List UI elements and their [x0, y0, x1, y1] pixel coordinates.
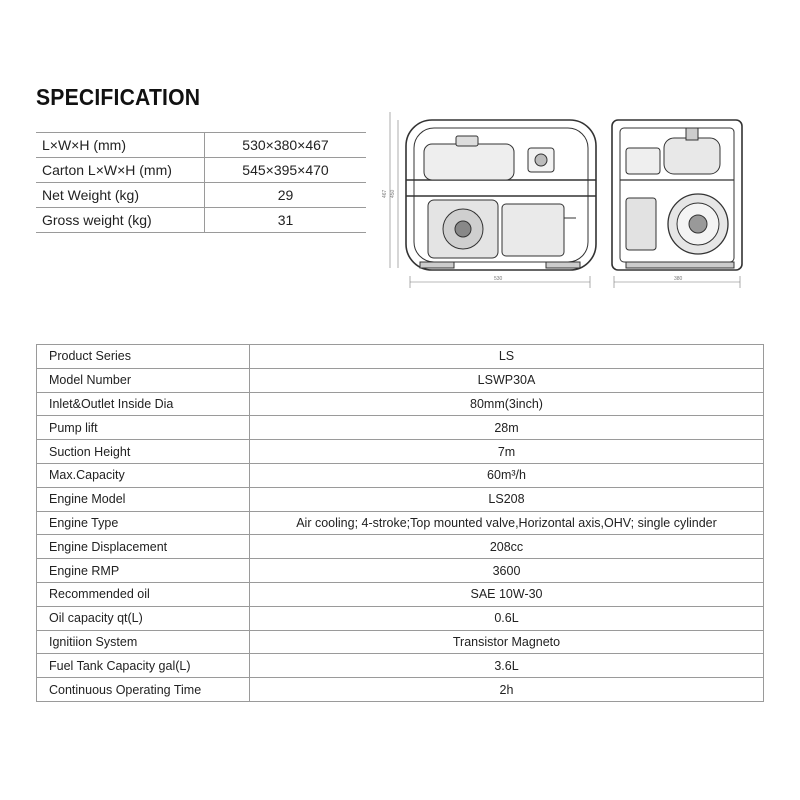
front-height-label: 467: [382, 189, 388, 198]
table-row: [37, 345, 764, 369]
spec-label: Ignitiion System: [37, 630, 250, 654]
table-row: [37, 678, 764, 702]
table-row: [37, 368, 764, 392]
table-row: [37, 416, 764, 440]
spec-label: Pump lift: [37, 416, 250, 440]
dimension-value: 29: [205, 183, 367, 208]
dimension-label: Net Weight (kg): [36, 183, 205, 208]
dimension-value: 530×380×467: [205, 133, 367, 158]
spec-label: Fuel Tank Capacity gal(L): [37, 654, 250, 678]
spec-label: Product Series: [37, 345, 250, 369]
table-row: [37, 463, 764, 487]
spec-value: LSWP30A: [250, 368, 764, 392]
spec-value: 2h: [250, 678, 764, 702]
table-row: [36, 158, 366, 183]
table-row: [36, 208, 366, 233]
dimension-label: L×W×H (mm): [36, 133, 205, 158]
spec-value: 3.6L: [250, 654, 764, 678]
table-row: [37, 630, 764, 654]
spec-table: [36, 344, 764, 702]
table-row: [37, 487, 764, 511]
spec-label: Continuous Operating Time: [37, 678, 250, 702]
dimension-value: 545×395×470: [205, 158, 367, 183]
dimension-label: Gross weight (kg): [36, 208, 205, 233]
spec-label: Max.Capacity: [37, 463, 250, 487]
table-row: [37, 606, 764, 630]
spec-label: Engine Model: [37, 487, 250, 511]
page-title: SPECIFICATION: [36, 84, 201, 110]
table-row: [36, 183, 366, 208]
spec-value: Transistor Magneto: [250, 630, 764, 654]
spec-value: 28m: [250, 416, 764, 440]
front-inner-height-label: 450: [390, 189, 396, 198]
front-width-label: 530: [494, 276, 503, 282]
spec-value: LS208: [250, 487, 764, 511]
table-row: [37, 440, 764, 464]
side-width-label: 380: [674, 276, 683, 282]
spec-value: 3600: [250, 559, 764, 583]
table-row: [37, 559, 764, 583]
table-row: [36, 133, 366, 158]
spec-label: Model Number: [37, 368, 250, 392]
spec-value: 60m³/h: [250, 463, 764, 487]
spec-label: Recommended oil: [37, 582, 250, 606]
spec-value: 7m: [250, 440, 764, 464]
spec-label: Suction Height: [37, 440, 250, 464]
spec-label: Oil capacity qt(L): [37, 606, 250, 630]
pump-technical-drawing: [380, 108, 770, 293]
spec-value: 0.6L: [250, 606, 764, 630]
table-row: [37, 582, 764, 606]
spec-value: SAE 10W-30: [250, 582, 764, 606]
dimension-value: 31: [205, 208, 367, 233]
table-row: [37, 654, 764, 678]
dimensions-table: [36, 132, 366, 233]
spec-label: Engine Displacement: [37, 535, 250, 559]
spec-value: 208cc: [250, 535, 764, 559]
table-row: [37, 392, 764, 416]
table-row: [37, 511, 764, 535]
spec-label: Inlet&Outlet Inside Dia: [37, 392, 250, 416]
side-view-drawing: [612, 120, 742, 288]
front-view-drawing: [390, 112, 596, 288]
dimension-label: Carton L×W×H (mm): [36, 158, 205, 183]
spec-value: LS: [250, 345, 764, 369]
table-row: [37, 535, 764, 559]
spec-label: Engine RMP: [37, 559, 250, 583]
spec-value: 80mm(3inch): [250, 392, 764, 416]
spec-value: Air cooling; 4-stroke;Top mounted valve,Horizontal axis,OHV; single cylinder: [250, 511, 764, 535]
spec-label: Engine Type: [37, 511, 250, 535]
